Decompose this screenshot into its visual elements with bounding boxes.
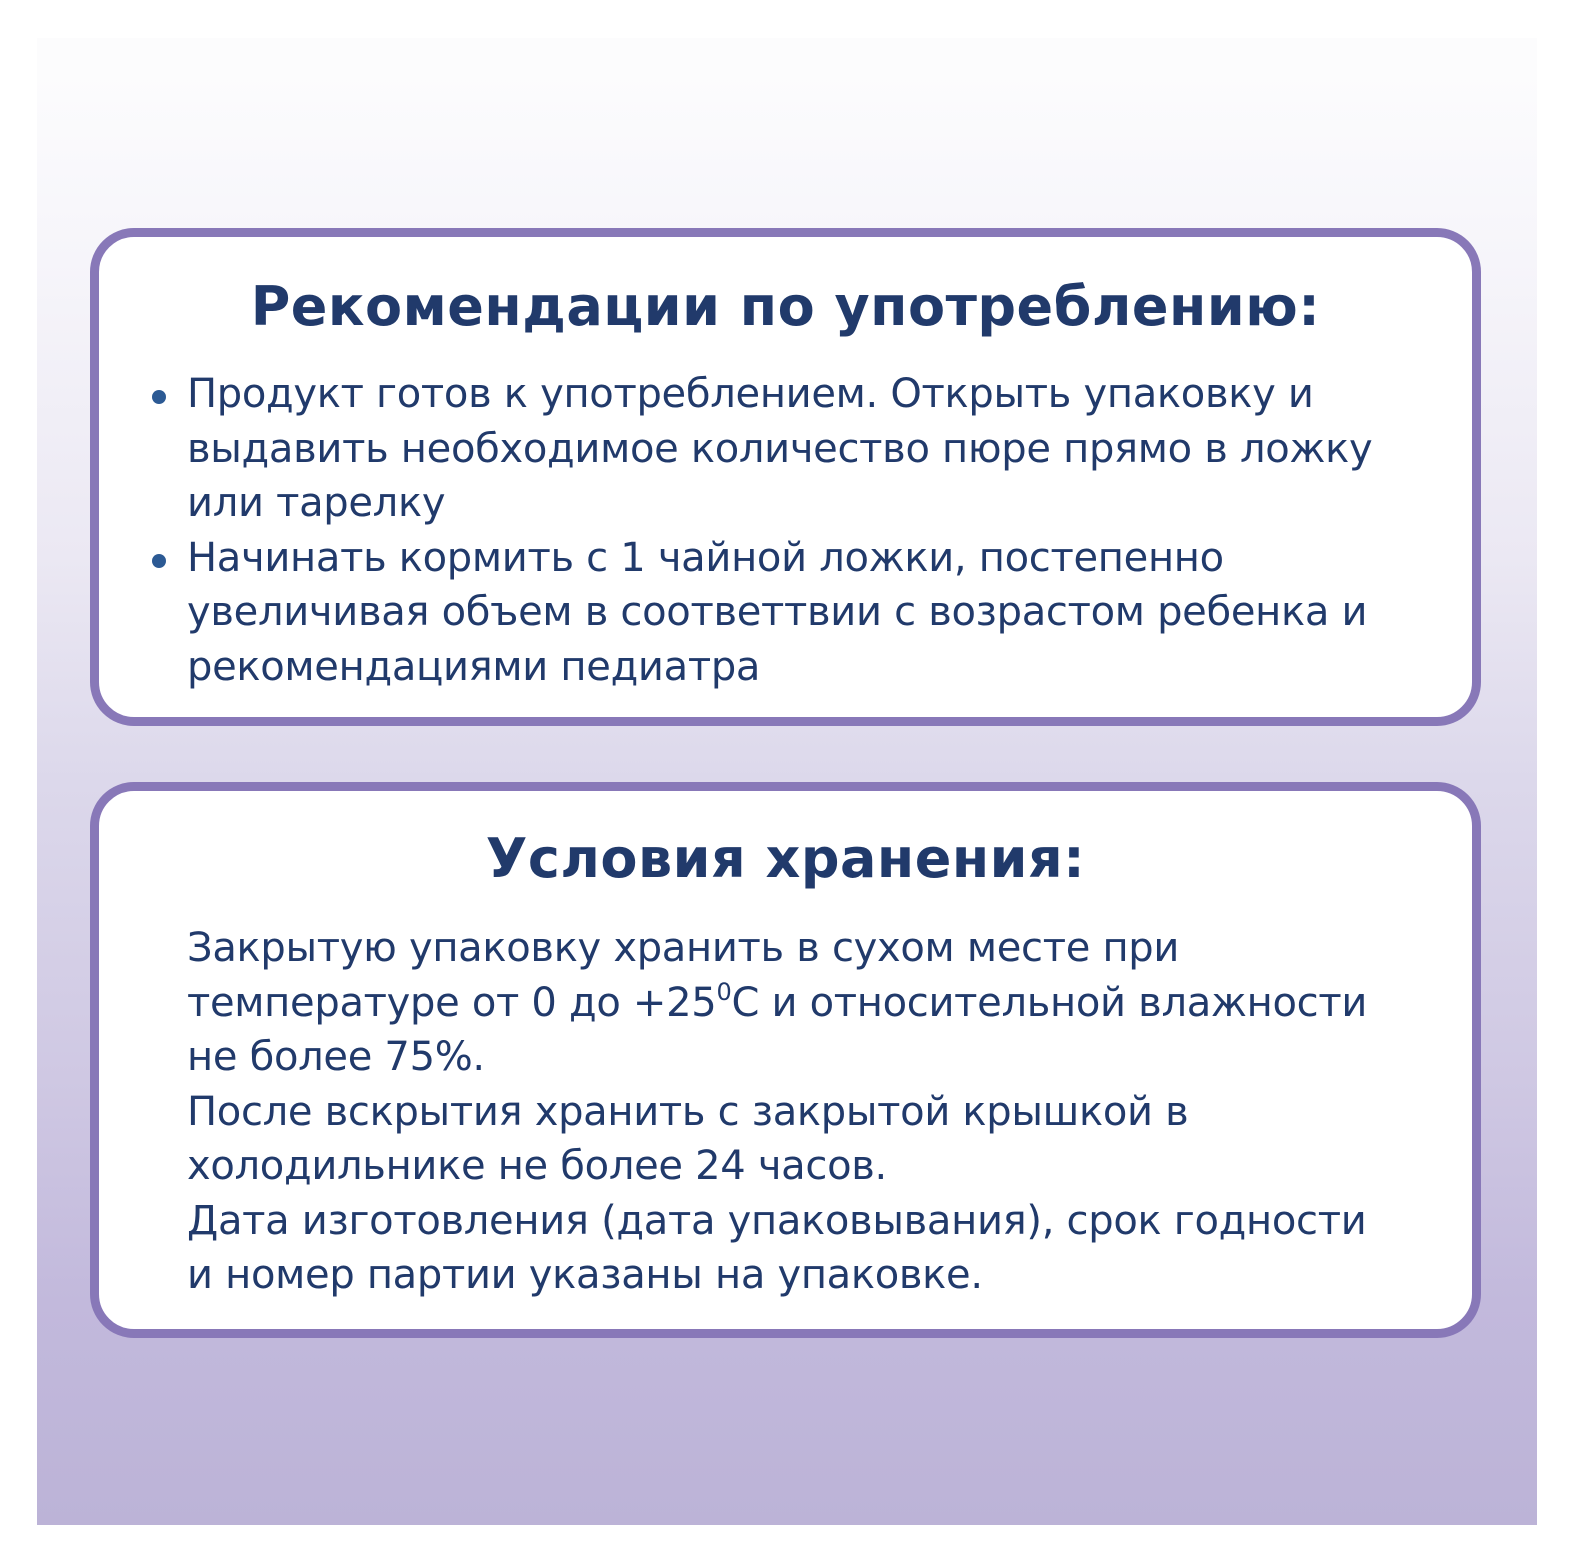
usage-item-1-line-1: Продукт готов к употреблением. Открыть упаковку и	[187, 371, 1314, 417]
storage-conditions-card	[90, 782, 1481, 1338]
storage-line-3: не более 75%.	[187, 1034, 485, 1080]
usage-recommendations-title: Рекомендации по употреблению:	[250, 275, 1321, 338]
usage-bullet-item	[187, 531, 1387, 695]
storage-line-2-end: С и относительной влажности	[731, 979, 1368, 1026]
background-top-band	[37, 38, 1537, 78]
bullet-dot-icon	[152, 390, 166, 404]
usage-item-1-line-2: выдавить необходимое количество пюре прямо в ложку	[187, 425, 1373, 472]
degree-superscript: 0	[716, 977, 732, 1006]
storage-line-7: и номер партии указаны на упаковке.	[187, 1252, 983, 1298]
storage-line-2-start: температуре от 0 до +25	[187, 979, 717, 1026]
storage-line-2	[187, 976, 1387, 1031]
storage-line-4: После вскрытия хранить с закрытой крышкой в	[187, 1088, 1189, 1135]
storage-line-5: холодильнике не более 24 часов.	[187, 1143, 887, 1189]
usage-item-2-line-2: увеличивая объем в соответтвии с возрастом ребенка и	[187, 589, 1368, 635]
bullet-dot-icon	[152, 554, 166, 568]
usage-recommendations-card	[90, 228, 1481, 726]
storage-conditions-title: Условия хранения:	[485, 827, 1086, 890]
usage-bullet-list	[187, 367, 1387, 694]
usage-item-2-line-1: Начинать кормить с 1 чайной ложки, постепенно	[187, 534, 1224, 581]
usage-item-1-line-3: или тарелку	[187, 480, 446, 526]
storage-line-1: Закрытую упаковку хранить в сухом месте при	[187, 925, 1180, 971]
usage-bullet-item	[187, 367, 1387, 531]
storage-line-6: Дата изготовления (дата упаковывания), срок годности	[187, 1197, 1367, 1244]
storage-conditions-text	[187, 921, 1387, 1303]
usage-item-2-line-3: рекомендациями педиатра	[187, 643, 761, 690]
